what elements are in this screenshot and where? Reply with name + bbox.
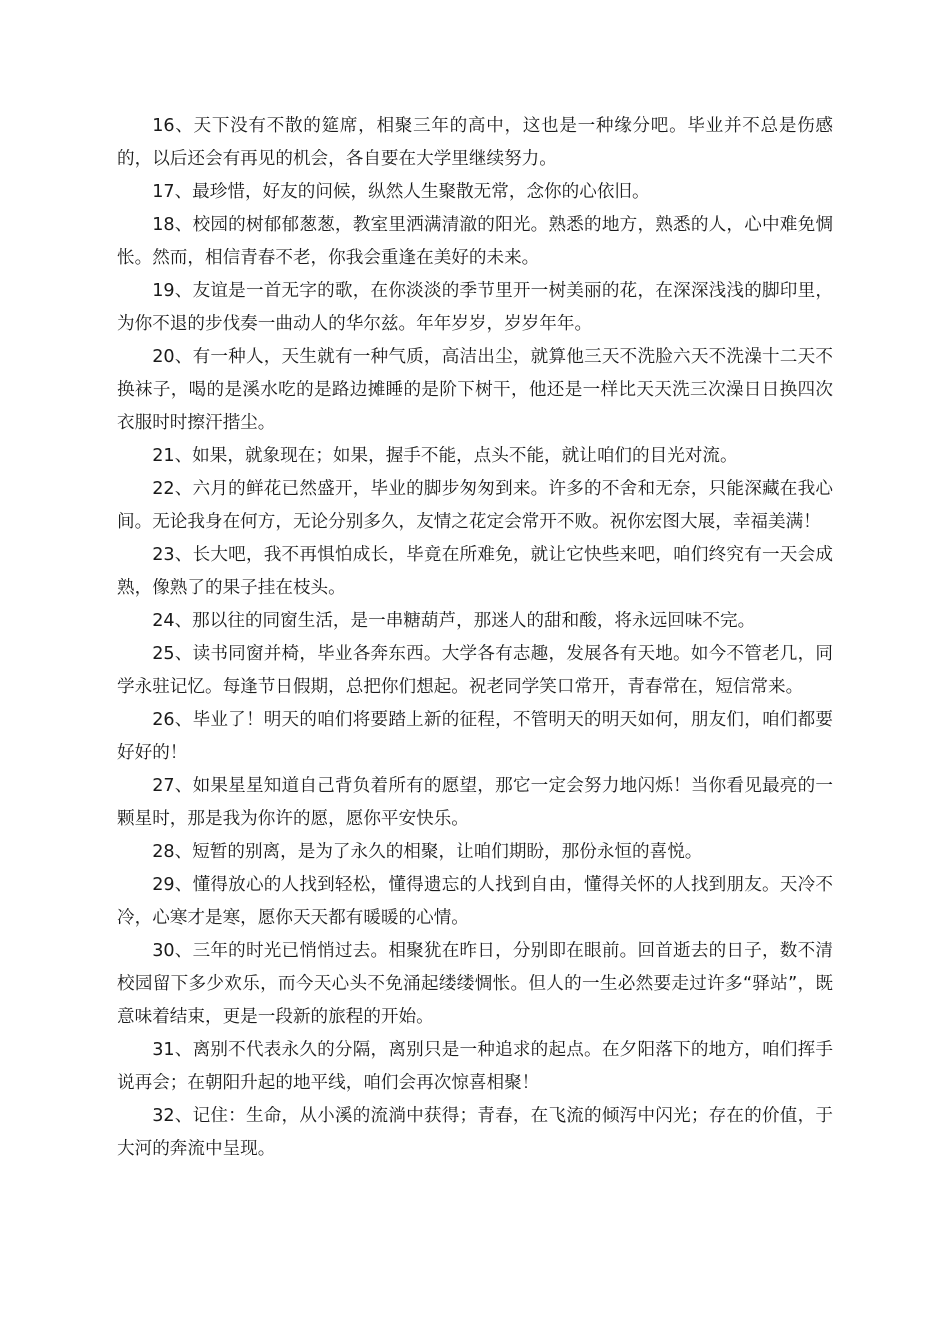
paragraph-32: 32、记住：生命，从小溪的流淌中获得；青春，在飞流的倾泻中闪光；存在的价值，于大河的奔流中呈现。 [117, 1106, 833, 1159]
paragraph-24: 24、那以往的同窗生活，是一串糖葫芦，那迷人的甜和酸，将永远回味不完。 [152, 611, 756, 631]
paragraph-29: 29、懂得放心的人找到轻松，懂得遗忘的人找到自由，懂得关怀的人找到朋友。天冷不冷，心寒才是寒，愿你天天都有暖暖的心情。 [117, 875, 833, 928]
paragraph-21: 21、如果，就象现在；如果，握手不能，点头不能，就让咱们的目光对流。 [152, 446, 738, 466]
paragraph-26: 26、毕业了！明天的咱们将要踏上新的征程，不管明天的明天如何，朋友们，咱们都要好好的！ [117, 710, 833, 763]
paragraph-18: 18、校园的树郁郁葱葱，教室里洒满清澈的阳光。熟悉的地方，熟悉的人，心中难免惆怅。然而，相信青春不老，你我会重逢在美好的未来。 [117, 215, 833, 268]
paragraph-27: 27、如果星星知道自己背负着所有的愿望，那它一定会努力地闪烁！当你看见最亮的一颗星时，那是我为你许的愿，愿你平安快乐。 [117, 776, 833, 829]
paragraph-16: 16、天下没有不散的筵席，相聚三年的高中，这也是一种缘分吧。毕业并不总是伤感的，以后还会有再见的机会，各自要在大学里继续努力。 [117, 116, 833, 169]
paragraph-19: 19、友谊是一首无字的歌，在你淡淡的季节里开一树美丽的花，在深深浅浅的脚印里，为你不退的步伐奏一曲动人的华尔兹。年年岁岁，岁岁年年。 [117, 281, 833, 334]
paragraph-20: 20、有一种人，天生就有一种气质，高洁出尘，就算他三天不洗脸六天不洗澡十二天不换袜子，喝的是溪水吃的是路边摊睡的是阶下树干，他还是一样比天天洗三次澡日日换四次衣服时时擦汗揩尘。 [117, 347, 833, 433]
paragraph-28: 28、短暂的别离，是为了永久的相聚，让咱们期盼，那份永恒的喜悦。 [152, 842, 703, 862]
paragraph-22: 22、六月的鲜花已然盛开，毕业的脚步匆匆到来。许多的不舍和无奈，只能深藏在我心间。无论我身在何方，无论分别多久，友情之花定会常开不败。祝你宏图大展，幸福美满！ [117, 479, 833, 532]
paragraph-25: 25、读书同窗并椅，毕业各奔东西。大学各有志趣，发展各有天地。如今不管老几，同学永驻记忆。每逢节日假期，总把你们想起。祝老同学笑口常开，青春常在，短信常来。 [117, 644, 833, 697]
paragraph-31: 31、离别不代表永久的分隔，离别只是一种追求的起点。在夕阳落下的地方，咱们挥手说再会；在朝阳升起的地平线，咱们会再次惊喜相聚！ [117, 1040, 833, 1093]
paragraph-23: 23、长大吧，我不再惧怕成长，毕竟在所难免，就让它快些来吧，咱们终究有一天会成熟，像熟了的果子挂在枝头。 [117, 545, 833, 598]
paragraph-30: 30、三年的时光已悄悄过去。相聚犹在昨日，分别即在眼前。回首逝去的日子，数不清校园留下多少欢乐，而今天心头不免涌起缕缕惆怅。但人的一生必然要走过许多“驿站”，既意味着结束，更是一段新的旅程的开始。 [117, 941, 833, 1027]
document-page [117, 110, 833, 1166]
paragraph-17: 17、最珍惜，好友的问候，纵然人生聚散无常，念你的心依旧。 [152, 182, 650, 202]
